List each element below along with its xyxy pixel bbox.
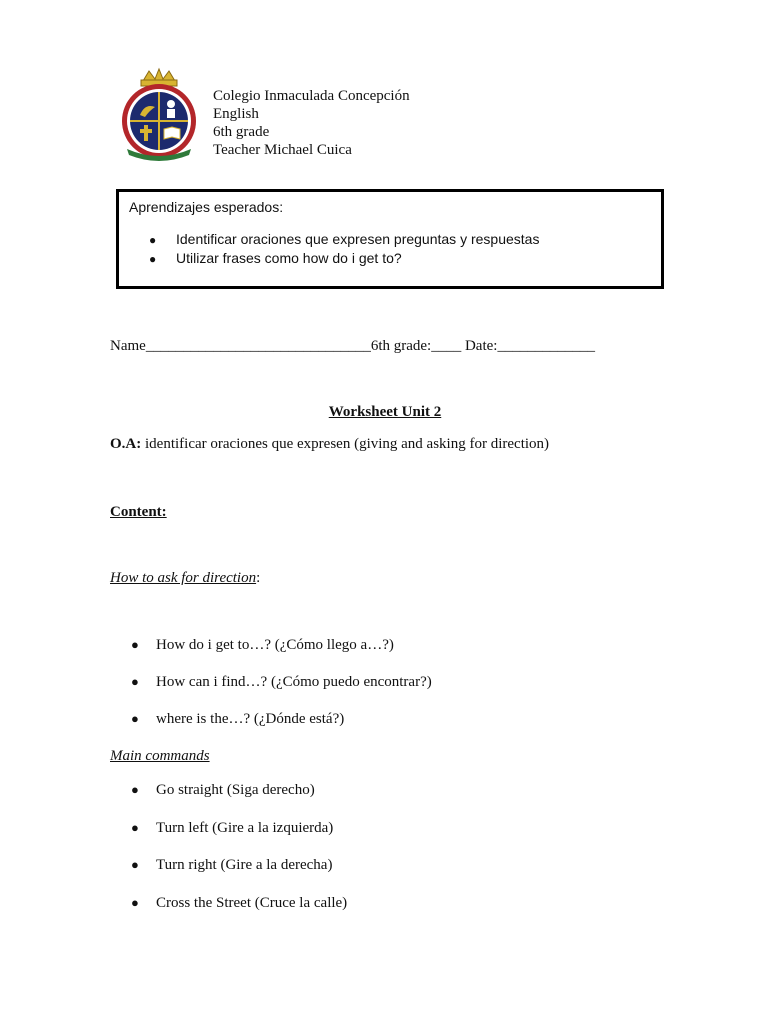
list-item: ● Utilizar frases como how do i get to? bbox=[149, 250, 402, 266]
list-item: ● where is the…? (¿Dónde está?) bbox=[131, 711, 345, 727]
content-heading: Content: bbox=[110, 504, 167, 520]
bullet-icon: ● bbox=[149, 233, 157, 247]
bullet-icon: ● bbox=[131, 782, 139, 797]
bullet-icon: ● bbox=[131, 674, 139, 689]
expected-learning-box bbox=[116, 189, 664, 289]
bullet-icon: ● bbox=[131, 820, 139, 835]
list-item: ● Turn right (Gire a la derecha) bbox=[131, 857, 333, 873]
expected-learning-list bbox=[149, 231, 539, 269]
subject: English bbox=[213, 106, 259, 122]
list-item: ● Turn left (Gire a la izquierda) bbox=[131, 820, 334, 836]
teacher: Teacher Michael Cuica bbox=[213, 142, 352, 158]
list-item: ● How do i get to…? (¿Cómo llego a…?) bbox=[131, 637, 394, 653]
bullet-icon: ● bbox=[149, 252, 157, 266]
bullet-icon: ● bbox=[131, 895, 139, 910]
learning-objective bbox=[110, 436, 549, 453]
bullet-icon: ● bbox=[131, 711, 139, 726]
school-name: Colegio Inmaculada Concepción bbox=[213, 88, 410, 104]
worksheet-title: Worksheet Unit 2 bbox=[328, 404, 442, 420]
list-item: ● Cross the Street (Cruce la calle) bbox=[131, 895, 348, 911]
oa-label: O.A: bbox=[110, 436, 142, 452]
grade: 6th grade bbox=[213, 124, 270, 140]
expected-learning-title: Aprendizajes esperados: bbox=[129, 199, 284, 215]
list-item: ● Go straight (Siga derecho) bbox=[131, 782, 315, 798]
bullet-icon: ● bbox=[131, 857, 139, 872]
school-header bbox=[213, 87, 410, 159]
oa-text: identificar oraciones que expresen (giving and asking for direction) bbox=[141, 436, 550, 452]
school-crest-logo bbox=[115, 67, 203, 161]
list-item: ● How can i find…? (¿Cómo puedo encontrar?) bbox=[131, 674, 432, 690]
bullet-icon: ● bbox=[131, 637, 139, 652]
student-info-line[interactable]: Name______________________________6th grade:____ Date:_____________ bbox=[110, 338, 595, 354]
main-commands-heading: Main commands bbox=[110, 748, 210, 764]
ask-direction-heading: How to ask for direction: bbox=[110, 570, 261, 586]
list-item: ● Identificar oraciones que expresen preguntas y respuestas bbox=[149, 231, 540, 247]
